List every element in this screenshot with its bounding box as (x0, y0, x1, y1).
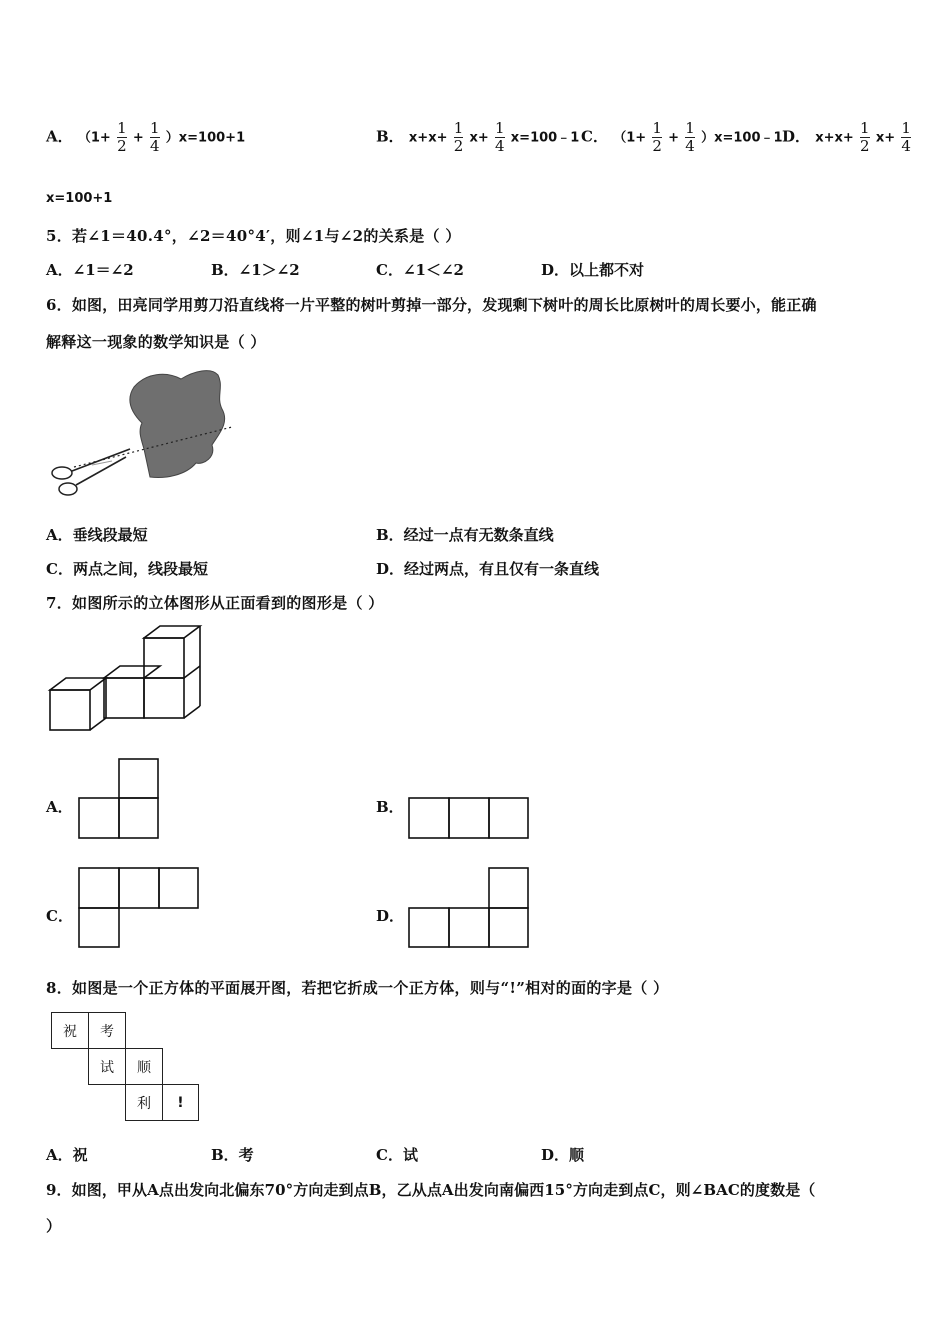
q7-option-c-label[interactable]: C． (46, 907, 73, 925)
q6-stem-line2: 解释这一现象的数学知识是（ ） (46, 333, 266, 351)
q7-stem: 7．如图所示的立体图形从正面看到的图形是（ ） (46, 594, 384, 612)
q4-option-a[interactable]: A． （1+ $\frac{1}{2}$ + $\frac{1}{4}$ ）x=100+1 (46, 119, 246, 155)
q8-option-a[interactable]: A．祝 (46, 1146, 88, 1164)
q4-option-d-continued: x=100+1 (46, 191, 113, 206)
q5-option-d[interactable]: D．以上都不对 (541, 261, 645, 279)
net-cell-shi: 试 (88, 1048, 126, 1085)
q7-option-d-label[interactable]: D． (376, 907, 405, 925)
fraction-one-half: $\frac{1}{2}$ (453, 119, 464, 155)
q6-option-d[interactable]: D．经过两点，有且仅有一条直线 (376, 560, 600, 578)
net-cell-shun: 顺 (125, 1048, 163, 1085)
q5-stem: 5．若∠1＝40.4°，∠2＝40°4′，则∠1与∠2的关系是（ ） (46, 227, 461, 245)
q8-option-b[interactable]: B．考 (211, 1146, 254, 1164)
net-cell-exclamation: ! (162, 1084, 199, 1121)
q6-option-b[interactable]: B．经过一点有无数条直线 (376, 526, 554, 544)
net-cell-zhu: 祝 (51, 1012, 89, 1049)
q5-option-c[interactable]: C．∠1＜∠2 (376, 261, 464, 279)
q5-option-a[interactable]: A．∠1＝∠2 (46, 261, 134, 279)
q6-option-a[interactable]: A．垂线段最短 (46, 526, 148, 544)
fraction-one-half: $\frac{1}{2}$ (652, 119, 662, 155)
q7-option-b-shape[interactable] (408, 797, 530, 839)
fraction-one-quarter: $\frac{1}{4}$ (495, 119, 505, 155)
q7-option-a-label[interactable]: A． (46, 798, 73, 816)
q7-option-a-shape[interactable] (78, 758, 160, 840)
q7-option-c-shape[interactable] (78, 867, 200, 949)
q5-option-b[interactable]: B．∠1＞∠2 (211, 261, 300, 279)
fraction-one-half: $\frac{1}{2}$ (860, 119, 870, 155)
q8-option-c[interactable]: C．试 (376, 1146, 418, 1164)
fraction-one-quarter: $\frac{1}{4}$ (901, 119, 911, 155)
q8-stem: 8．如图是一个正方体的平面展开图，若把它折成一个正方体，则与“!”相对的面的字是（ ） (46, 979, 669, 997)
fraction-one-half: $\frac{1}{2}$ (117, 119, 127, 155)
q7-option-b-label[interactable]: B． (376, 798, 404, 816)
q8-option-d[interactable]: D．顺 (541, 1146, 585, 1164)
fraction-one-quarter: $\frac{1}{4}$ (685, 119, 695, 155)
q9-stem-line1: 9．如图，甲从A点出发向北偏东70°方向走到点B，乙从点A出发向南偏西15°方向走到点C，则∠BAC的度数是（ (46, 1181, 816, 1199)
q4-option-d[interactable]: D． x+x+ $\frac{1}{2}$ x+ $\frac{1}{4}$ (782, 119, 911, 155)
leaf-scissors-figure (46, 365, 236, 505)
q9-stem-line2: ） (46, 1217, 62, 1235)
net-cell-li: 利 (125, 1084, 163, 1121)
q6-option-c[interactable]: C．两点之间，线段最短 (46, 560, 208, 578)
q6-stem-line1: 6．如图，田亮同学用剪刀沿直线将一片平整的树叶剪掉一部分，发现剩下树叶的周长比原树叶的周长要小，能正确 (46, 296, 817, 314)
q4-option-b[interactable]: B． x+x+ $\frac{1}{2}$ x+ $\frac{1}{4}$ x=100﹣1 (376, 119, 580, 155)
net-cell-kao: 考 (88, 1012, 126, 1049)
q7-option-d-shape[interactable] (408, 867, 530, 949)
fraction-one-quarter: $\frac{1}{4}$ (149, 119, 160, 155)
cube-net-figure (50, 1011, 200, 1123)
solid-figure-cubes (46, 622, 206, 737)
q4-option-c[interactable]: C． （1+ $\frac{1}{2}$ + $\frac{1}{4}$ ）x=100﹣1 (581, 119, 783, 155)
